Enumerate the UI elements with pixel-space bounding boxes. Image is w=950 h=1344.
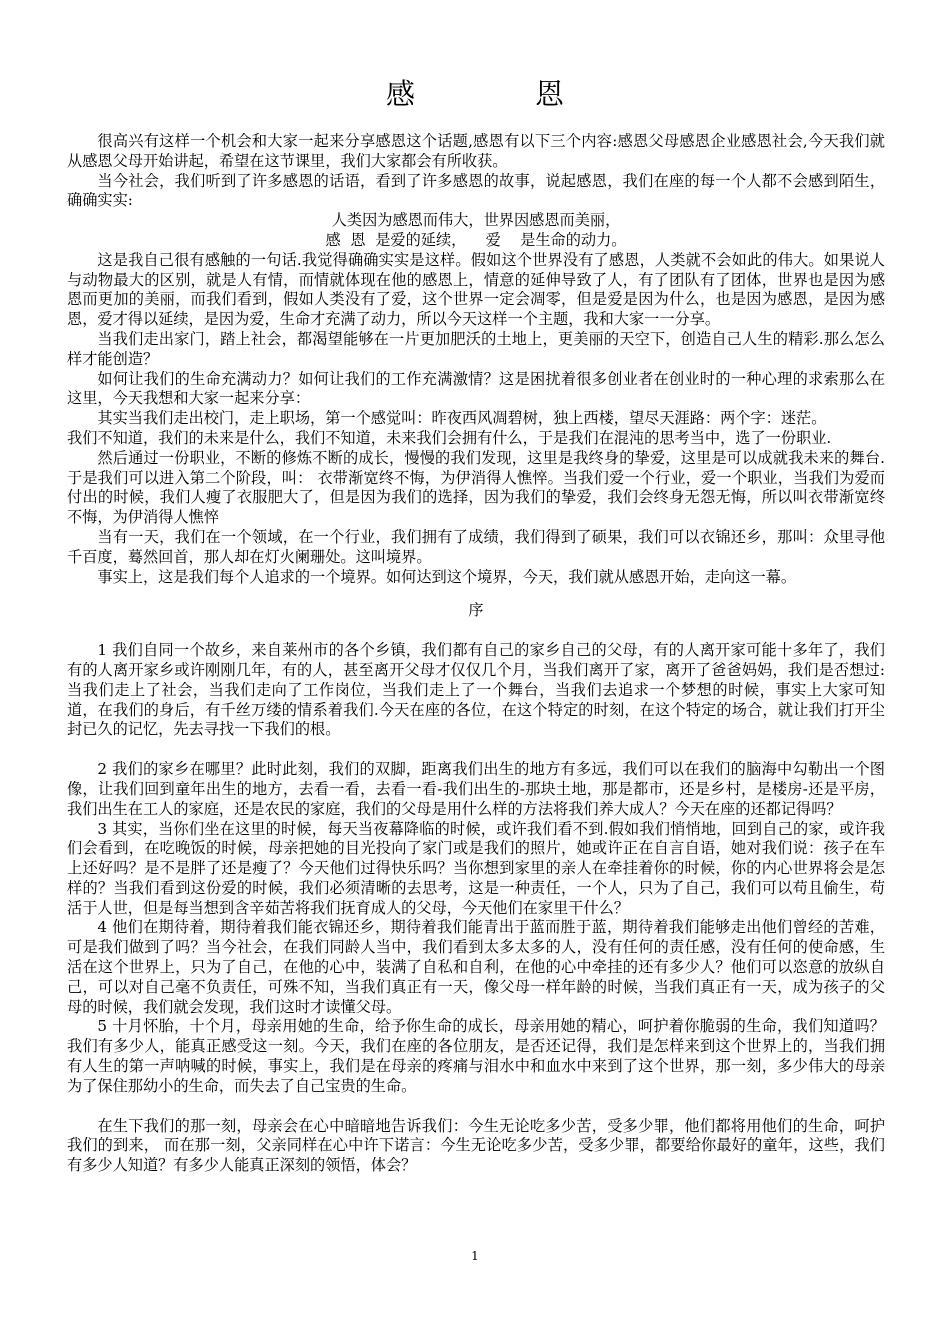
intro-paragraph-1: 很高兴有这样一个机会和大家一起来分享感恩这个话题,感恩有以下三个内容:感恩父母感恩企业感恩社会,今天我们就从感恩父母开始讲起，希望在这节课里，我们大家都会有所收获。 xyxy=(67,132,885,170)
section-paragraph-4: 4 他们在期待着，期待着我们能衣锦还乡，期待着我们能青出于蓝而胜于蓝，期待着我们能够走出他们曾经的苦难，可是我们做到了吗？当今社会，在我们同龄人当中，我们看到太多太多的人，没有任何的责任感，没有任何的使命感，生活在这个世界上，只为了自己，在他的心中，装满了自私和自利，在他的心中牵挂的还有多少人？他们可以恣意的放纵自己，可以对自己毫不负责任，可殊不知，当我们真正有一天，像父母一样年龄的时候，当我们真正有一天，成为孩子的父母的时候，我们就会发现，我们这时才读懂父母。 xyxy=(67,918,885,1016)
title-char-2: 恩 xyxy=(535,77,565,111)
document-body xyxy=(67,132,885,1176)
body-paragraph-5: 然后通过一份职业，不断的修炼不断的成长，慢慢的我们发现，这里是我终身的挚爱，这里是可以成就我未来的舞台.于是我们可以进入第二个阶段，叫： 衣带渐宽终不悔，为伊消得人憔悴。当我们爱一个行业，爱一个职业，当我们为爱而付出的时候，我们人瘦了衣服肥大了，但是因为我们的选择，因为我们的挚爱，我们会终身无怨无悔，所以叫衣带渐宽终不悔，为伊消得人憔悴 xyxy=(67,448,885,527)
intro-paragraph-2: 当今社会，我们听到了许多感恩的话语，看到了许多感恩的故事，说起感恩，我们在座的每一个人都不会感到陌生，确确实实: xyxy=(67,171,885,210)
title-char-1: 感 xyxy=(385,77,415,111)
body-paragraph-7: 事实上，这是我们每个人追求的一个境界。如何达到这个境界，今天，我们就从感恩开始，走向这一幕。 xyxy=(97,567,797,586)
body-paragraph-2: 当我们走出家门，踏上社会，都渴望能够在一片更加肥沃的土地上，更美丽的天空下，创造自己人生的精彩.那么怎么样才能创造？ xyxy=(67,329,885,368)
quote-line-2: 感 恩 是爱的延续， 爱 是生命的动力。 xyxy=(325,230,627,249)
section-paragraph-1: 1 我们自同一个故乡，来自莱州市的各个乡镇，我们都有自己的家乡自己的父母，有的人离开家可能十多年了，我们有的人离开家乡或许刚刚几年，有的人，甚至离开父母才仅仅几个月，当我们离开了家，离开了爸爸妈妈，我们是否想过:当我们走上了社会，当我们走向了工作岗位，当我们走上了一个舞台，当我们去追求一个梦想的时候，事实上大家可知道，在我们的身后，有千丝万缕的情系着我们.今天在座的各位，在这个特定的时刻，在这个特定的场合，就让我们打开尘封已久的记忆，先去寻找一下我们的根。 xyxy=(67,641,885,739)
document-title xyxy=(0,74,950,114)
section-paragraph-6: 在生下我们的那一刻，母亲会在心中暗暗地告诉我们：今生无论吃多少苦，受多少罪，他们都将用他们的生命，呵护我们的到来， 而在那一刻，父亲同样在心中许下诺言：今生无论吃多少苦，受多少罪，都要给你最好的童年，这些，我们有多少人知道？有多少人能真正深刻的领悟，体会？ xyxy=(67,1116,885,1175)
page-number: 1 xyxy=(471,1249,479,1263)
body-paragraph-1: 这是我自己很有感触的一句话.我觉得确确实实是这样。假如这个世界没有了感恩，人类就不会如此的伟大。如果说人与动物最大的区别，就是人有情，而情就体现在他的感恩上，情意的延伸导致了人，有了团队有了团体，世界也是因为感恩而更加的美丽，而我们看到，假如人类没有了爱，这个世界一定会凋零，但是爱是因为什么，也是因为感恩，是因为感恩，爱才得以延续，是因为爱，生命才充满了动力，所以今天这样一个主题，我和大家一一分享。 xyxy=(67,250,885,329)
body-paragraph-no-indent: 我们不知道，我们的未来是什么，我们不知道，未来我们会拥有什么，于是我们在混沌的思考当中，选了一份职业. xyxy=(67,428,832,447)
section-paragraph-3: 3 其实，当你们坐在这里的时候，每天当夜幕降临的时候，或许我们看不到.假如我们悄悄地，回到自己的家，或许我们会看到，在吃晚饭的时候，母亲把她的目光投向了家门或是我们的照片，她或许正在自言自语，她对我们说：孩子在车上还好吗？是不是胖了还是瘦了？今天他们过得快乐吗？当你想到家里的亲人在牵挂着你的时候，你的内心世界将会是怎样的？当我们看到这份爱的时候，我们必须清晰的去思考，这是一种责任，一个人，只为了自己，我们可以苟且偷生，苟活于人世，但是每当想到含辛茹苦将我们抚育成人的父母，今天他们在家里干什么？ xyxy=(67,819,885,917)
blank-line xyxy=(67,1097,885,1117)
section-paragraph-2: 2 我们的家乡在哪里？此时此刻，我们的双脚，距离我们出生的地方有多远，我们可以在我们的脑海中勾勒出一个图像，让我们回到童年出生的地方，去看一看，去看一看-我们出生的-那块土地，那是都市，还是乡村，是楼房-还是平房，我们出生在工人的家庭，还是农民的家庭，我们的父母是用什么样的方法将我们养大成人？今天在座的还都记得吗？ xyxy=(67,760,885,818)
body-paragraph-4: 其实当我们走出校门，走上职场，第一个感觉叫：昨夜西风凋碧树，独上西楼，望尽天涯路：两个字：迷茫。 xyxy=(97,409,827,428)
section-title: 序 xyxy=(468,601,484,620)
quote-line-1: 人类因为感恩而伟大，世界因感恩而美丽， xyxy=(331,211,621,230)
section-paragraph-5: 5 十月怀胎，十个月，母亲用她的生命，给予你生命的成长，母亲用她的精心，呵护着你脆弱的生命，我们知道吗？我们有多少人，能真正感受这一刻。今天，我们在座的各位朋友，是否还记得，我们是怎样来到这个世界上的，当我们拥有人生的第一声呐喊的时候，事实上，我们是在母亲的疼痛与泪水中和血水中来到了这个世界，那一刻，多少伟大的母亲为了保住那幼小的生命，而失去了自己宝贵的生命。 xyxy=(67,1017,885,1095)
body-paragraph-3: 如何让我们的生命充满动力？如何让我们的工作充满激情？这是困扰着很多创业者在创业时的一种心理的求索那么在这里，今天我想和大家一起来分享： xyxy=(67,369,885,408)
blank-line xyxy=(67,740,885,760)
body-paragraph-6: 当有一天，我们在一个领域，在一个行业，我们拥有了成绩，我们得到了硕果，我们可以衣锦还乡，那叫：众里寻他千百度，蓦然回首，那人却在灯火阑珊处。这叫境界。 xyxy=(67,527,885,566)
